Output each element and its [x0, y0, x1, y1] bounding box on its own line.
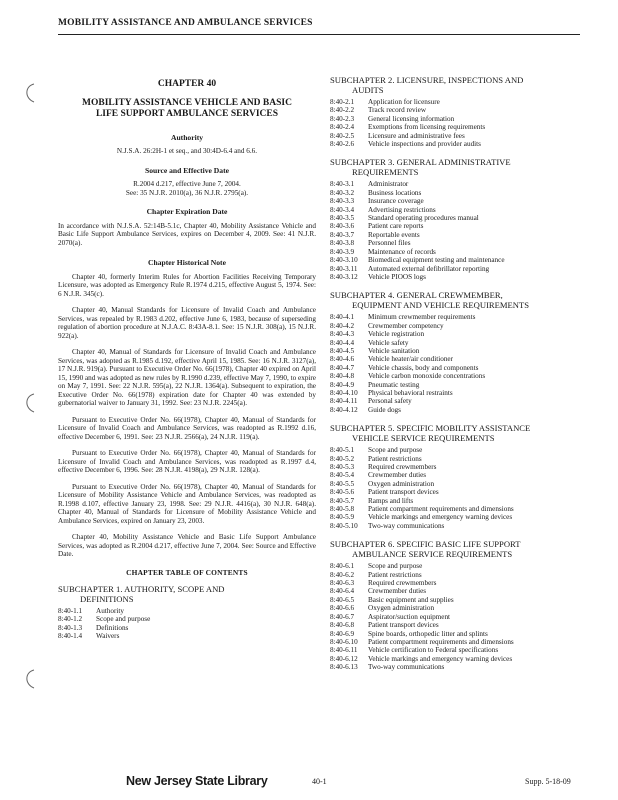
toc-item-name: Maintenance of records [368, 247, 436, 256]
toc-item[interactable] [330, 372, 582, 380]
toc-item[interactable] [330, 231, 582, 239]
toc-item-name: Application for licensure [368, 98, 440, 106]
toc-item[interactable] [330, 663, 582, 671]
toc-item-name: Patient transport devices [368, 488, 439, 497]
left-column [58, 80, 316, 651]
toc-item[interactable] [330, 455, 582, 463]
chapter-number: CHAPTER 40 [157, 79, 217, 89]
header-rule [58, 34, 580, 35]
toc-item[interactable] [330, 355, 582, 363]
history-paragraph: Pursuant to Executive Order No. 66(1978), Chapter 40, Manual of Standards for Licensure of Invalid Coach and Ambulance Services, was readopted as R.1997 d.4, effective December 6, 1996. See: 28 N.J.R. 4198(a), 29 N.J.R. 128(a). [58, 449, 316, 474]
right-column [330, 76, 582, 682]
expiration-text: In accordance with N.J.S.A. 52:14B-5.1c, Chapter 40, Mobility Assistance Vehicle and Basic Life Support Ambulance Services, expires on December 4, 2009. See: 41 N.J.R. 2070(a). [58, 221, 316, 247]
toc-item[interactable] [330, 646, 582, 654]
toc-item-number: 8:40-4.12 [330, 405, 358, 414]
toc-item-name: Physical behavioral restraints [368, 388, 453, 397]
toc-item[interactable] [330, 239, 582, 247]
toc-item-number: 8:40-4.3 [330, 330, 355, 339]
toc-item[interactable] [330, 488, 582, 496]
toc-item[interactable] [330, 132, 582, 140]
toc-title: CHAPTER TABLE OF CONTENTS [126, 567, 248, 577]
source-text [58, 180, 316, 197]
toc-item-number: 8:40-6.1 [330, 562, 355, 571]
page-number: 40-1 [312, 777, 327, 786]
toc-item-name: Spine boards, orthopedic litter and splints [368, 629, 488, 638]
toc-item-number: 8:40-6.5 [330, 595, 355, 604]
subchapter-block [330, 291, 582, 414]
toc-item[interactable] [330, 256, 582, 264]
subchapter-heading [330, 76, 582, 95]
toc-item-number: 8:40-5.10 [330, 521, 358, 530]
toc-item[interactable] [330, 505, 582, 513]
toc-item-name: Patient restrictions [368, 454, 422, 463]
expiration-heading: Chapter Expiration Date [146, 207, 228, 216]
toc-item-name: Personal safety [368, 397, 412, 406]
toc-item-name: Aspirator/suction equipment [368, 612, 451, 621]
toc-item-name: Vehicle markings and emergency warning devices [368, 654, 513, 663]
toc-item-number: 8:40-5.7 [330, 496, 355, 505]
toc-item-name: Vehicle inspections and provider audits [368, 140, 481, 149]
toc-item[interactable] [58, 607, 316, 615]
history-paragraph: Pursuant to Executive Order No. 66(1978), Chapter 40, Manual of Standards for Licensure of Invalid Coach and Ambulance Services, was readopted as R.1992 d.16, effective December 6, 1991. See: 23 N.J.R. 2566(a), 24 N.J.R. 119(a). [58, 415, 316, 441]
punch-hole-mark-bottom [20, 668, 42, 690]
toc-item-name: Track record review [368, 106, 427, 115]
toc-item-number: 8:40-5.4 [330, 471, 355, 480]
toc-item-number: 8:40-6.2 [330, 570, 355, 579]
subchapter-block [330, 76, 582, 148]
toc-item-number: 8:40-6.7 [330, 612, 355, 621]
toc-item[interactable] [330, 571, 582, 579]
toc-item-number: 8:40-4.10 [330, 388, 358, 397]
subchapter-heading-line1: SUBCHAPTER 2. LICENSURE, INSPECTIONS AND [330, 75, 524, 85]
toc-item-number: 8:40-3.6 [330, 222, 355, 231]
toc-item-name: Crewmember duties [368, 471, 427, 480]
toc-item-number: 8:40-2.1 [330, 98, 355, 106]
subchapter-heading [330, 291, 582, 310]
toc-item-name: Administrator [368, 180, 409, 189]
toc-item-number: 8:40-6.12 [330, 654, 358, 663]
subchapter-heading-line2: EQUIPMENT AND VEHICLE REQUIREMENTS [352, 299, 530, 310]
toc-item[interactable] [330, 339, 582, 347]
toc-item-number: 8:40-6.9 [330, 629, 355, 638]
toc-item[interactable] [330, 397, 582, 405]
toc-item-number: 8:40-1.2 [58, 615, 83, 624]
toc-item-name: General licensing information [368, 114, 455, 123]
toc-item[interactable] [330, 522, 582, 530]
history-paragraph: Chapter 40, formerly Interim Rules for Abortion Facilities Receiving Temporary Licensure, was adopted as Emergency Rule R.1974 d.215, effective August 5, 1974. See: 6 N.J.R. 345(c). [58, 272, 316, 298]
punch-hole-mark-middle [20, 392, 42, 414]
toc-item-number: 8:40-1.3 [58, 623, 83, 632]
toc-item-number: 8:40-6.13 [330, 663, 358, 672]
toc-item[interactable] [330, 364, 582, 372]
toc-item-number: 8:40-4.2 [330, 321, 355, 330]
toc-item-number: 8:40-6.8 [330, 621, 355, 630]
toc-item[interactable] [330, 347, 582, 355]
toc-item[interactable] [330, 562, 582, 570]
toc-item-number: 8:40-3.3 [330, 197, 355, 206]
toc-item-name: Patient care reports [368, 222, 424, 231]
toc-item-name: Insurance coverage [368, 197, 424, 206]
toc-item-name: Advertising restrictions [368, 205, 436, 214]
toc-item-number: 8:40-3.11 [330, 264, 358, 273]
toc-item-name: Scope and purpose [368, 562, 423, 571]
toc-item-name: Vehicle certification to Federal specifications [368, 646, 499, 655]
subchapter-heading-line1: SUBCHAPTER 6. SPECIFIC BASIC LIFE SUPPORT [330, 539, 521, 550]
subchapter-heading-line2: VEHICLE SERVICE REQUIREMENTS [352, 432, 495, 443]
toc-item-name: Personnel files [368, 239, 411, 248]
toc-item-name: Basic equipment and supplies [368, 595, 454, 604]
toc-item-name: Patient transport devices [368, 621, 439, 630]
toc-item-name: Patient compartment requirements and dimensions [368, 505, 514, 514]
toc-item[interactable] [330, 214, 582, 222]
toc-item-number: 8:40-3.7 [330, 230, 355, 239]
toc-item-number: 8:40-3.10 [330, 256, 358, 265]
toc-item-name: Waivers [96, 632, 120, 641]
toc-item-number: 8:40-6.10 [330, 637, 358, 646]
toc-item[interactable] [330, 98, 582, 106]
toc-item-name: Ramps and lifts [368, 496, 414, 505]
toc-item[interactable] [330, 463, 582, 471]
toc-item-number: 8:40-6.6 [330, 604, 355, 613]
toc-item-name: Scope and purpose [368, 446, 423, 455]
subchapter-heading-line1: SUBCHAPTER 3. GENERAL ADMINISTRATIVE [330, 157, 511, 168]
toc-item-name: Vehicle sanitation [368, 346, 420, 355]
toc-item-name: Reportable events [368, 230, 420, 239]
subchapter-block [330, 424, 582, 530]
toc-item[interactable] [330, 248, 582, 256]
toc-item-name: Vehicle chassis, body and components [368, 363, 479, 372]
history-paragraph: Chapter 40, Manual of Standards for Licensure of Invalid Coach and Ambulance Services, was adopted as R.1985 d.192, effective April 15, 1985. See: 16 N.J.R. 3127(a), 17 N.J.R. 919(a). Pursuant to Executive Order No. 66(1978), Chapter 40 expired on April 15, 1990 and was adopted as new rules by R.1990 d.239, effective May 7, 1990, to expire on May 7, 1991. See: 22 N.J.R. 595(a), 22 N.J.R. 1364(a). Subsequent to expiration, the Executive Order No. 66(1978) expiration date for Chapter 40 was extended by gubernatorial waiver to January 31, 1992. See: 23 N.J.R. 2245(a). [58, 348, 316, 407]
toc-item[interactable] [330, 389, 582, 397]
toc-item[interactable] [330, 322, 582, 330]
toc-item[interactable] [330, 406, 582, 414]
toc-item[interactable] [330, 638, 582, 646]
subchapter-heading-line1: SUBCHAPTER 5. SPECIFIC MOBILITY ASSISTANCE [330, 423, 531, 434]
subchapter-heading-line1: SUBCHAPTER 1. AUTHORITY, SCOPE AND [58, 584, 225, 594]
toc-item[interactable] [330, 313, 582, 321]
toc-item-number: 8:40-6.4 [330, 587, 355, 596]
toc-item-name: Vehicle markings and emergency warning devices [368, 513, 513, 522]
toc-item-name: Minimum crewmember requirements [368, 313, 476, 322]
toc-item-number: 8:40-1.4 [58, 632, 83, 641]
subchapter-heading-line2: DEFINITIONS [80, 593, 134, 604]
toc-item[interactable] [330, 222, 582, 230]
toc-item-name: Scope and purpose [96, 615, 151, 624]
toc-item-name: Two-way communications [368, 521, 445, 530]
toc-item-name: Guide dogs [368, 405, 401, 414]
punch-hole-mark-top [20, 82, 42, 104]
toc-item-number: 8:40-5.1 [330, 446, 355, 455]
toc-item-number: 8:40-6.3 [330, 579, 355, 588]
toc-item-number: 8:40-2.2 [330, 106, 355, 115]
toc-item-number: 8:40-3.8 [330, 239, 355, 248]
toc-item-number: 8:40-5.8 [330, 505, 355, 514]
toc-item[interactable] [330, 604, 582, 612]
toc-item-number: 8:40-1.1 [58, 607, 83, 615]
toc-item[interactable] [330, 613, 582, 621]
toc-item[interactable] [330, 189, 582, 197]
history-paragraph: Chapter 40, Mobility Assistance Vehicle and Basic Life Support Ambulance Services, was adopted as R.2004 d.217, effective June 7, 2004. See: Source and Effective Date. [58, 533, 316, 558]
toc-item-number: 8:40-5.2 [330, 454, 355, 463]
toc-item[interactable] [330, 115, 582, 123]
toc-item[interactable] [330, 273, 582, 281]
toc-item-number: 8:40-3.5 [330, 214, 355, 223]
toc-item[interactable] [330, 579, 582, 587]
toc-item[interactable] [330, 123, 582, 131]
toc-item-name: Biomedical equipment testing and maintenance [368, 256, 505, 265]
toc-item-number: 8:40-4.1 [330, 313, 355, 322]
authority-heading: Authority [170, 132, 204, 142]
toc-item[interactable] [330, 206, 582, 214]
toc-item-name: Pneumatic testing [368, 380, 420, 389]
toc-item[interactable] [330, 106, 582, 114]
toc-item-number: 8:40-4.4 [330, 338, 355, 347]
toc-item[interactable] [330, 621, 582, 629]
toc-item-name: Two-way communications [368, 663, 445, 672]
toc-item-name: Vehicle carbon monoxide concentrations [368, 372, 486, 381]
history-paragraph: Pursuant to Executive Order No. 66(1978), Chapter 40, Manual of Standards for Licensure of Mobility Assistance Vehicle and Ambulance Services, was readopted as R.1998 d.107, effective January 23, 1998. See: 29 N.J.R. 4416(a), 30 N.J.R. 648(a). Chapter 40, Manual of Standards for Licensure of Mobility Assistance Vehicle and Ambulance Services, expired on January 23, 2003. [58, 482, 316, 525]
subchapter-block [330, 158, 582, 281]
toc-item-name: Patient restrictions [368, 570, 422, 579]
subchapter-heading-line2: AUDITS [352, 84, 384, 95]
toc-item[interactable] [330, 513, 582, 521]
subchapter-heading [58, 585, 316, 604]
toc-item[interactable] [330, 630, 582, 638]
toc-item-name: Crewmember duties [368, 587, 427, 596]
subchapter-heading [330, 540, 582, 559]
toc-item[interactable] [330, 180, 582, 188]
toc-item-number: 8:40-2.3 [330, 114, 355, 123]
toc-item-name: Oxygen administration [368, 479, 435, 488]
toc-item[interactable] [330, 140, 582, 148]
toc-item[interactable] [330, 446, 582, 454]
subchapter-heading-line2: REQUIREMENTS [352, 166, 419, 177]
toc-item-number: 8:40-3.9 [330, 247, 355, 256]
toc-item[interactable] [330, 587, 582, 595]
toc-item-name: Oxygen administration [368, 604, 435, 613]
history-paragraph: Chapter 40, Manual Standards for Licensure of Invalid Coach and Ambulance Services, was repealed by R.1983 d.202, effective June 6, 1983, because of superseding regulation of abortion procedure at N.J.A.C. 8:43A-8.1. See: 15 N.J.R. 308(a), 15 N.J.R. 922(a). [58, 306, 316, 340]
toc-item-number: 8:40-4.5 [330, 346, 355, 355]
chapter-title-line2: LIFE SUPPORT AMBULANCE SERVICES [95, 109, 279, 119]
chapter-title-line1: MOBILITY ASSISTANCE VEHICLE AND BASIC [82, 97, 292, 108]
subchapter-block [330, 540, 582, 671]
toc-item-name: Licensure and administrative fees [368, 131, 465, 140]
toc-item[interactable] [58, 615, 316, 623]
supplement-date: Supp. 5-18-09 [525, 777, 571, 786]
toc-item[interactable] [330, 655, 582, 663]
toc-item[interactable] [330, 497, 582, 505]
toc-item-name: Vehicle PIOOS logs [368, 272, 426, 281]
source-line2: See: 35 N.J.R. 2010(a), 36 N.J.R. 2795(a). [125, 188, 249, 197]
toc-item-name: Required crewmembers [368, 463, 437, 471]
toc-item-name: Vehicle registration [368, 330, 425, 339]
toc-item[interactable] [330, 197, 582, 205]
toc-item[interactable] [330, 471, 582, 479]
toc-item-name: Vehicle heater/air conditioner [368, 355, 454, 364]
toc-item-number: 8:40-4.7 [330, 363, 355, 372]
toc-item-number: 8:40-3.4 [330, 205, 355, 214]
toc-item-name: Authority [96, 607, 124, 615]
toc-item-number: 8:40-5.5 [330, 479, 355, 488]
toc-item-name: Business locations [368, 188, 422, 197]
toc-item-number: 8:40-5.9 [330, 513, 355, 522]
toc-item-name: Required crewmembers [368, 579, 437, 588]
source-heading: Source and Effective Date [144, 165, 229, 175]
authority-text: N.J.S.A. 26:2H-1 et seq., and 30:4D-6.4 and 6.6. [116, 147, 258, 155]
history-heading: Chapter Historical Note [148, 258, 226, 267]
toc-item-number: 8:40-4.8 [330, 372, 355, 381]
toc-item-name: Standard operating procedures manual [368, 214, 479, 223]
toc-item-number: 8:40-3.1 [330, 180, 355, 189]
toc-item[interactable] [330, 381, 582, 389]
subchapter-heading-line2: AMBULANCE SERVICE REQUIREMENTS [352, 548, 513, 559]
running-head: MOBILITY ASSISTANCE AND AMBULANCE SERVICES [58, 18, 313, 28]
library-logo: New Jersey State Library [126, 774, 268, 788]
toc-item-number: 8:40-4.11 [330, 397, 358, 406]
toc-item[interactable] [330, 330, 582, 338]
toc-item-name: Definitions [96, 623, 129, 632]
toc-item[interactable] [330, 480, 582, 488]
toc-item-number: 8:40-2.4 [330, 123, 355, 132]
toc-item-name: Vehicle safety [368, 338, 409, 347]
toc-item[interactable] [58, 632, 316, 640]
toc-item-name: Crewmember competency [368, 321, 444, 330]
toc-item-number: 8:40-5.3 [330, 463, 355, 471]
subchapter-heading [330, 158, 582, 177]
toc-item-number: 8:40-5.6 [330, 488, 355, 497]
subchapter-heading [330, 424, 582, 443]
toc-item-name: Exemptions from licensing requirements [368, 123, 486, 132]
toc-item[interactable] [330, 265, 582, 273]
source-line1: R.2004 d.217, effective June 7, 2004. [133, 180, 241, 188]
toc-item-number: 8:40-3.12 [330, 272, 358, 281]
chapter-title [58, 98, 316, 121]
toc-item-number: 8:40-4.6 [330, 355, 355, 364]
toc-item-number: 8:40-2.5 [330, 131, 355, 140]
toc-item-number: 8:40-3.2 [330, 188, 355, 197]
toc-item-number: 8:40-4.9 [330, 380, 355, 389]
toc-item-number: 8:40-2.6 [330, 140, 355, 149]
toc-item[interactable] [330, 596, 582, 604]
subchapter-heading-line1: SUBCHAPTER 4. GENERAL CREWMEMBER, [330, 290, 503, 301]
toc-item-number: 8:40-6.11 [330, 646, 358, 655]
subchapter-block [58, 585, 316, 641]
toc-item-name: Automated external defibrillator reporting [368, 264, 490, 273]
toc-item-name: Patient compartment requirements and dimensions [368, 637, 514, 646]
toc-item[interactable] [58, 624, 316, 632]
